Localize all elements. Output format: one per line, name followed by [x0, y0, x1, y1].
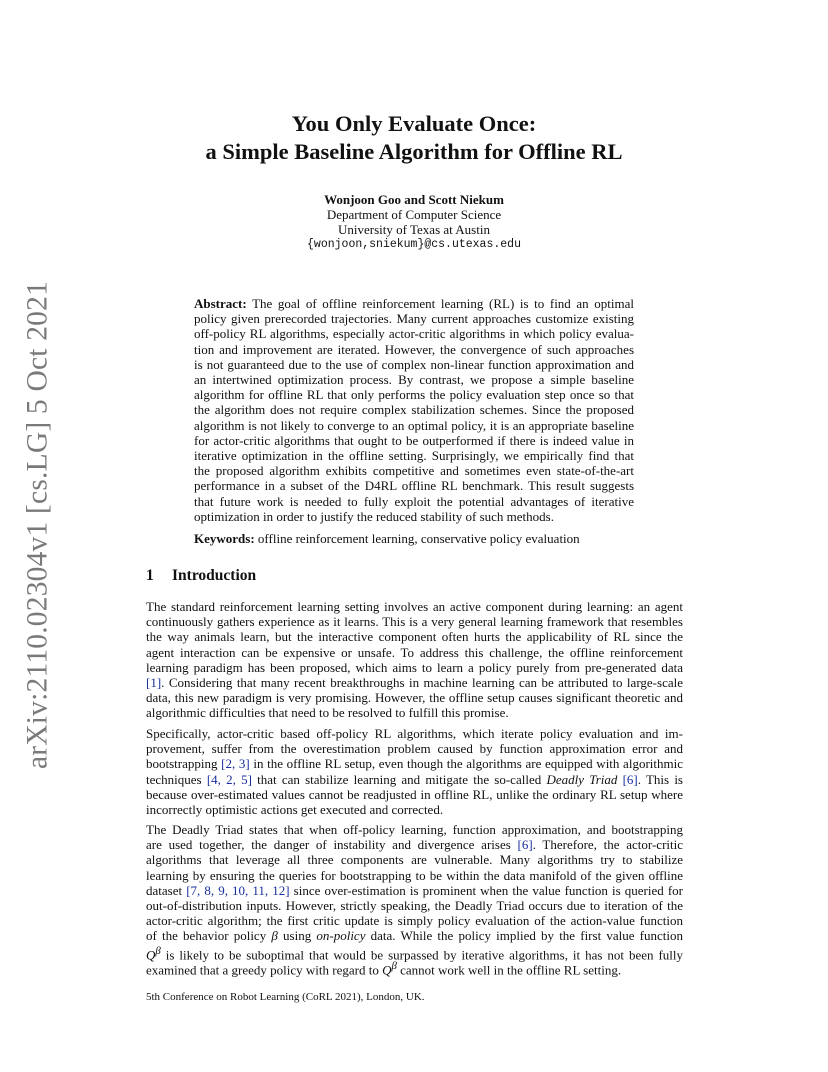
section-number: 1: [146, 567, 154, 584]
paragraph-line: of the behavior policy β using on-policy data. While the policy implied by the first value function: [146, 928, 683, 944]
conference-footer: 5th Conference on Robot Learning (CoRL 2021), London, UK.: [146, 991, 425, 1003]
abstract-line: algorithm is not likely to converge to an optimal policy, it is an appropriate baseline: [194, 417, 634, 433]
citation-link[interactable]: [4, 2, 5]: [206, 771, 252, 787]
paper-title: [0, 110, 828, 166]
paragraph-line: techniques [4, 2, 5] that can stabilize learning and mitigate the so-called Deadly Triad [6]. This is: [146, 771, 683, 787]
abstract-line: for actor-critic algorithms that ought to be outperformed if there is indeed value in: [194, 432, 634, 448]
abstract-line: that future work is needed to fully exploit the potential advantages of iterative: [194, 493, 634, 509]
abstract-line: iterative optimization in the offline setting. Surprisingly, we empirically find that: [194, 448, 634, 464]
paragraph-line: $Q^\beta$ is likely to be suboptimal that would be surpassed by iterative algorithms, it has not been fully: [146, 944, 683, 962]
citation-link[interactable]: [6]: [517, 837, 533, 853]
paragraph-line: algorithmic difficulties that need to be resolved to fulfill this promise.: [146, 705, 509, 721]
paragraph-line: learning paradigm has been proposed, which aims to learn a policy purely from pre-generated data: [146, 659, 683, 675]
paragraph-line: data, this new paradigm is very promising. However, the offline setup causes significant theoretic and: [146, 690, 683, 706]
author-names: Wonjoon Goo and Scott Niekum: [324, 192, 504, 207]
arxiv-identifier: arXiv:2110.02304v1 [cs.LG] 5 Oct 2021: [21, 280, 54, 770]
paragraph-line: bootstrapping [2, 3] in the offline RL setup, even though the algorithms are equipped with algorithmic: [146, 756, 683, 772]
author-email: {wonjoon,sniekum}@cs.utexas.edu: [307, 238, 521, 251]
author-department: Department of Computer Science: [326, 207, 502, 222]
citation-link[interactable]: [7, 8, 9, 10, 11, 12]: [186, 882, 290, 898]
paragraph-line: The standard reinforcement learning setting involves an active component during learning: an agent: [146, 599, 683, 614]
section-heading: [146, 567, 256, 585]
paragraph-line: algorithms that leverage all three components are vulnerable. Many algorithms try to stabilize: [146, 852, 683, 868]
paragraph-line: Specifically, actor-critic based off-policy RL algorithms, which iterate policy evaluation and im-: [146, 726, 683, 741]
abstract-line: the algorithm does not require complex stabilization schemes. Since the proposed: [194, 402, 634, 418]
paragraph-line: actor-critic algorithm; the first critic update is simply policy evaluation of the action-value function: [146, 913, 683, 929]
abstract-line: policy given prerecorded trajectories. Many current approaches customize existing: [194, 311, 634, 327]
abstract-line: algorithm for offline RL that only performs the policy evaluation step once so that: [194, 387, 634, 403]
abstract-label: Abstract:: [194, 296, 247, 311]
intro-paragraph-2: [146, 726, 683, 817]
paragraph-line: [1]. Considering that many recent breakthroughs in machine learning can be attributed to large-scale: [146, 674, 683, 690]
section-title: Introduction: [172, 567, 257, 584]
intro-paragraph-3: [146, 822, 684, 978]
paragraph-line: examined that a greedy policy with regard to $Q^\beta$ cannot work well in the offline RL setting.: [146, 959, 622, 978]
paragraph-line: The Deadly Triad states that when off-policy learning, function approximation, and bootstrapping: [146, 822, 683, 837]
abstract: [194, 296, 634, 524]
keywords-label: Keywords:: [194, 531, 255, 546]
citation-link[interactable]: [6]: [622, 771, 638, 787]
title-line-2: a Simple Baseline Algorithm for Offline RL: [205, 139, 623, 164]
abstract-line: Abstract: The goal of offline reinforcement learning (RL) is to find an optimal: [194, 296, 634, 311]
paragraph-line: provement, suffer from the overestimation problem caused by function approximation error and: [146, 741, 683, 757]
abstract-line: tion and improvement are iterated. However, the convergence of such approaches: [194, 341, 634, 357]
abstract-line: is not guaranteed due to the use of complex non-linear function approximation and: [194, 356, 634, 372]
abstract-line: the proposed algorithm exhibits competitive and sometimes even state-of-the-art: [194, 463, 634, 479]
citation-link[interactable]: [2, 3]: [221, 756, 250, 772]
paragraph-line: continuously gathers experience as it learns. This is a very general learning framework that resembles: [146, 614, 683, 630]
paragraph-line: learning by ensuring the queries for bootstrapping to be within the data manifold of the given offline: [146, 867, 683, 883]
title-line-1: You Only Evaluate Once:: [291, 111, 537, 136]
abstract-line: off-policy RL algorithms, especially actor-critic algorithms in which policy evalua-: [194, 326, 634, 342]
abstract-line: optimization in order to justify the reduced stability of such methods.: [194, 508, 554, 524]
paragraph-line: the way animals learn, but the interactive component often hurts the applicability of RL since the: [146, 629, 683, 645]
citation-link[interactable]: [1]: [146, 674, 162, 690]
paragraph-line: dataset [7, 8, 9, 10, 11, 12] since over-estimation is prominent when the value function is queried for: [146, 882, 684, 898]
paragraph-line: are used together, the danger of instability and divergence arises [6]. Therefore, the actor-critic: [146, 837, 684, 853]
abstract-line: an intertwined optimization process. By contrast, we propose a simple baseline: [194, 372, 634, 388]
keywords-text: offline reinforcement learning, conservative policy evaluation: [257, 531, 580, 546]
author-university: University of Texas at Austin: [338, 222, 490, 237]
abstract-line: performance in a subset of the D4RL offline RL benchmark. This result suggests: [194, 478, 634, 494]
paragraph-line: incorrectly optimistic actions get executed and corrected.: [146, 801, 444, 817]
paragraph-line: because over-estimated values cannot be readjusted in offline RL, unlike the ordinary RL setup where: [146, 786, 683, 802]
intro-paragraph-1: [146, 599, 683, 721]
author-block: [0, 192, 828, 252]
keywords: [194, 531, 634, 546]
paragraph-line: out-of-distribution inputs. However, strictly speaking, the Deadly Triad occurs due to iteration of the: [146, 897, 683, 913]
paragraph-line: agent interaction can be expensive or unsafe. To address this challenge, the offline reinforcement: [146, 644, 683, 660]
